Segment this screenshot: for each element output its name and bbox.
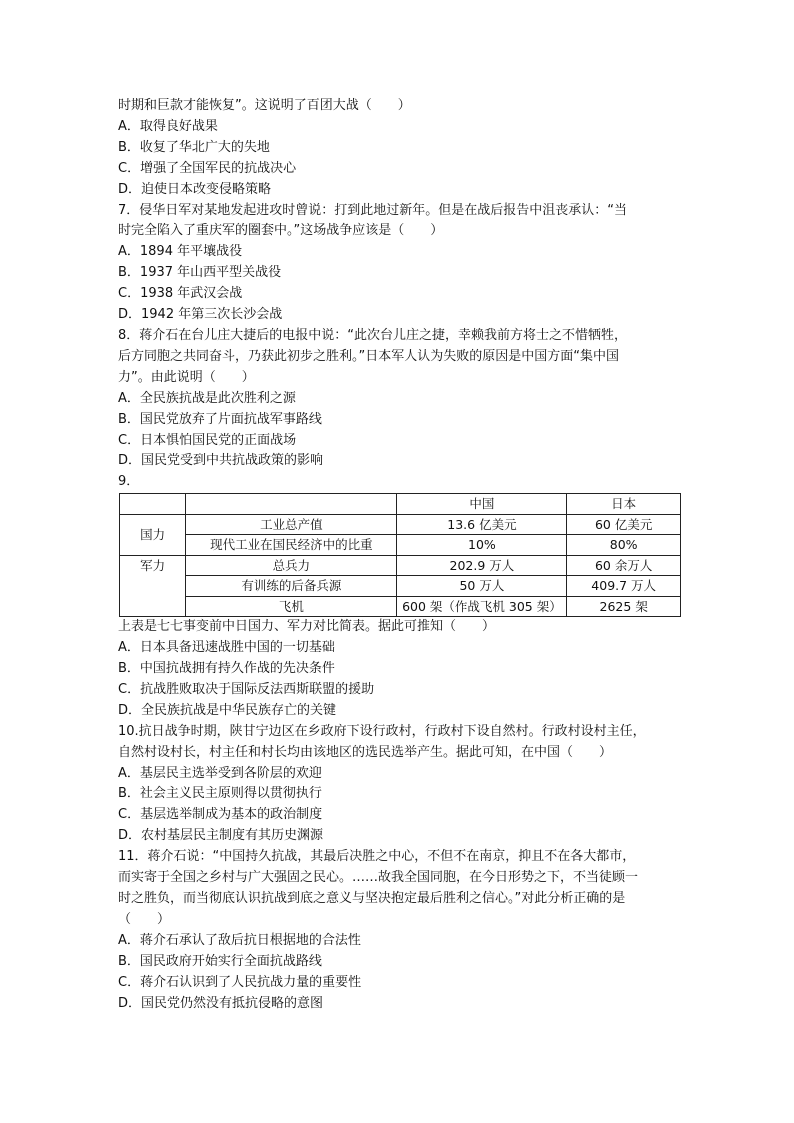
table-cell: 10% bbox=[397, 535, 567, 556]
question-11-stem: （ ） bbox=[118, 911, 171, 927]
option: A．取得良好战果 bbox=[118, 118, 218, 134]
option: B．国民政府开始实行全面抗战路线 bbox=[118, 953, 322, 969]
option: C．蒋介石认识到了人民抗战力量的重要性 bbox=[118, 974, 362, 990]
table-cell: 80% bbox=[567, 535, 681, 556]
question-11-stem: 时之胜负，而当彻底认识抗战到底之意义与坚决抱定最后胜利之信心。”对此分析正确的是 bbox=[118, 891, 626, 906]
table-cell: 13.6 亿美元 bbox=[397, 514, 567, 535]
table-cell: 50 万人 bbox=[397, 576, 567, 597]
question-10 bbox=[118, 722, 684, 847]
question-11-stem: 而实寄于全国之乡村与广大强固之民心。……故我全国同胞，在今日形势之下，不当徒顾一 bbox=[118, 870, 639, 886]
option: B．国民党放弃了片面抗战军事路线 bbox=[118, 411, 322, 427]
option: A．蒋介石承认了敌后抗日根据地的合法性 bbox=[118, 932, 361, 948]
table-cell: 60 亿美元 bbox=[567, 514, 681, 535]
question-6-tail: 时期和巨款才能恢复”。这说明了百团大战（ ） bbox=[118, 98, 411, 113]
question-11 bbox=[118, 847, 684, 1014]
table-cell: 202.9 万人 bbox=[397, 555, 567, 576]
option: C．增强了全国军民的抗战决心 bbox=[118, 160, 297, 176]
table-row bbox=[120, 576, 681, 597]
question-9 bbox=[118, 472, 684, 721]
table-row bbox=[120, 535, 681, 556]
option: A．基层民主选举受到各阶层的欢迎 bbox=[118, 765, 322, 781]
question-6-options bbox=[118, 117, 684, 201]
question-8-stem: 8．蒋介石在台儿庄大捷后的电报中说：“此次台儿庄之捷，幸赖我前方将士之不惜牺牲， bbox=[118, 327, 628, 343]
table-cell: 工业总产值 bbox=[186, 514, 397, 535]
table-cell: 现代工业在国民经济中的比重 bbox=[186, 535, 397, 556]
table-group-label: 军力 bbox=[120, 555, 186, 617]
question-11-stem: 11．蒋介石说：“中国持久抗战，其最后决胜之中心，不但不在南京，抑且不在各大都市， bbox=[118, 849, 636, 865]
option: A．全民族抗战是此次胜利之源 bbox=[118, 390, 296, 406]
question-10-stem: 自然村设村长，村主任和村长均由该地区的选民选举产生。据此可知，在中国（ ） bbox=[118, 744, 613, 760]
option: B．1937 年山西平型关战役 bbox=[118, 265, 282, 281]
table-cell bbox=[186, 494, 397, 515]
option: B．中国抗战拥有持久作战的先决条件 bbox=[118, 661, 335, 677]
table-cell bbox=[120, 494, 186, 515]
option: C．日本惧怕国民党的正面战场 bbox=[118, 432, 297, 448]
question-7 bbox=[118, 201, 684, 326]
option: C．抗战胜败取决于国际反法西斯联盟的援助 bbox=[118, 681, 375, 697]
question-8-stem: 后方同胞之共同奋斗，乃获此初步之胜利。”日本军人认为失败的原因是中国方面“集中国 bbox=[118, 348, 619, 364]
option: A．1894 年平壤战役 bbox=[118, 244, 243, 260]
exam-page bbox=[118, 96, 684, 1014]
table-row bbox=[120, 514, 681, 535]
option: D．迫使日本改变侵略策略 bbox=[118, 181, 272, 197]
table-cell: 409.7 万人 bbox=[567, 576, 681, 597]
question-8-stem: 力”。由此说明（ ） bbox=[118, 369, 255, 385]
question-9-stem: 上表是七七事变前中日国力、军力对比简表。据此可推知（ ） bbox=[118, 619, 496, 635]
option: B．收复了华北广大的失地 bbox=[118, 139, 270, 155]
option: A．日本具备迅速战胜中国的一切基础 bbox=[118, 640, 335, 656]
table-cell: 总兵力 bbox=[186, 555, 397, 576]
option: C．1938 年武汉会战 bbox=[118, 286, 243, 302]
question-9-number: 9． bbox=[118, 474, 140, 490]
table-header-row bbox=[120, 494, 681, 515]
option: D．农村基层民主制度有其历史渊源 bbox=[118, 828, 324, 844]
table-row bbox=[120, 555, 681, 576]
option: D．国民党仍然没有抵抗侵略的意图 bbox=[118, 995, 324, 1011]
question-8 bbox=[118, 326, 684, 472]
option: D．全民族抗战是中华民族存亡的关键 bbox=[118, 702, 337, 718]
table-cell: 2625 架 bbox=[567, 596, 681, 617]
table-group-label: 国力 bbox=[120, 514, 186, 555]
table-header-japan: 日本 bbox=[567, 494, 681, 515]
table-cell: 飞机 bbox=[186, 596, 397, 617]
table-cell: 60 余万人 bbox=[567, 555, 681, 576]
question-7-stem: 7．侵华日军对某地发起进攻时曾说：打到此地过新年。但是在战后报告中沮丧承认：“当 bbox=[118, 202, 628, 218]
table-cell: 有训练的后备兵源 bbox=[186, 576, 397, 597]
option: B．社会主义民主原则得以贯彻执行 bbox=[118, 786, 322, 802]
table-cell: 600 架（作战飞机 305 架） bbox=[397, 596, 567, 617]
comparison-table bbox=[119, 493, 681, 617]
option: D．国民党受到中共抗战政策的影响 bbox=[118, 453, 324, 469]
option: C．基层选举制成为基本的政治制度 bbox=[118, 807, 323, 823]
question-7-stem: 时完全陷入了重庆军的圈套中。”这场战争应该是（ ） bbox=[118, 223, 444, 239]
option: D．1942 年第三次长沙会战 bbox=[118, 307, 283, 323]
table-row bbox=[120, 596, 681, 617]
table-header-china: 中国 bbox=[397, 494, 567, 515]
question-10-stem: 10.抗日战争时期，陕甘宁边区在乡政府下设行政村，行政村下设自然村。行政村设村主任， bbox=[118, 723, 646, 739]
